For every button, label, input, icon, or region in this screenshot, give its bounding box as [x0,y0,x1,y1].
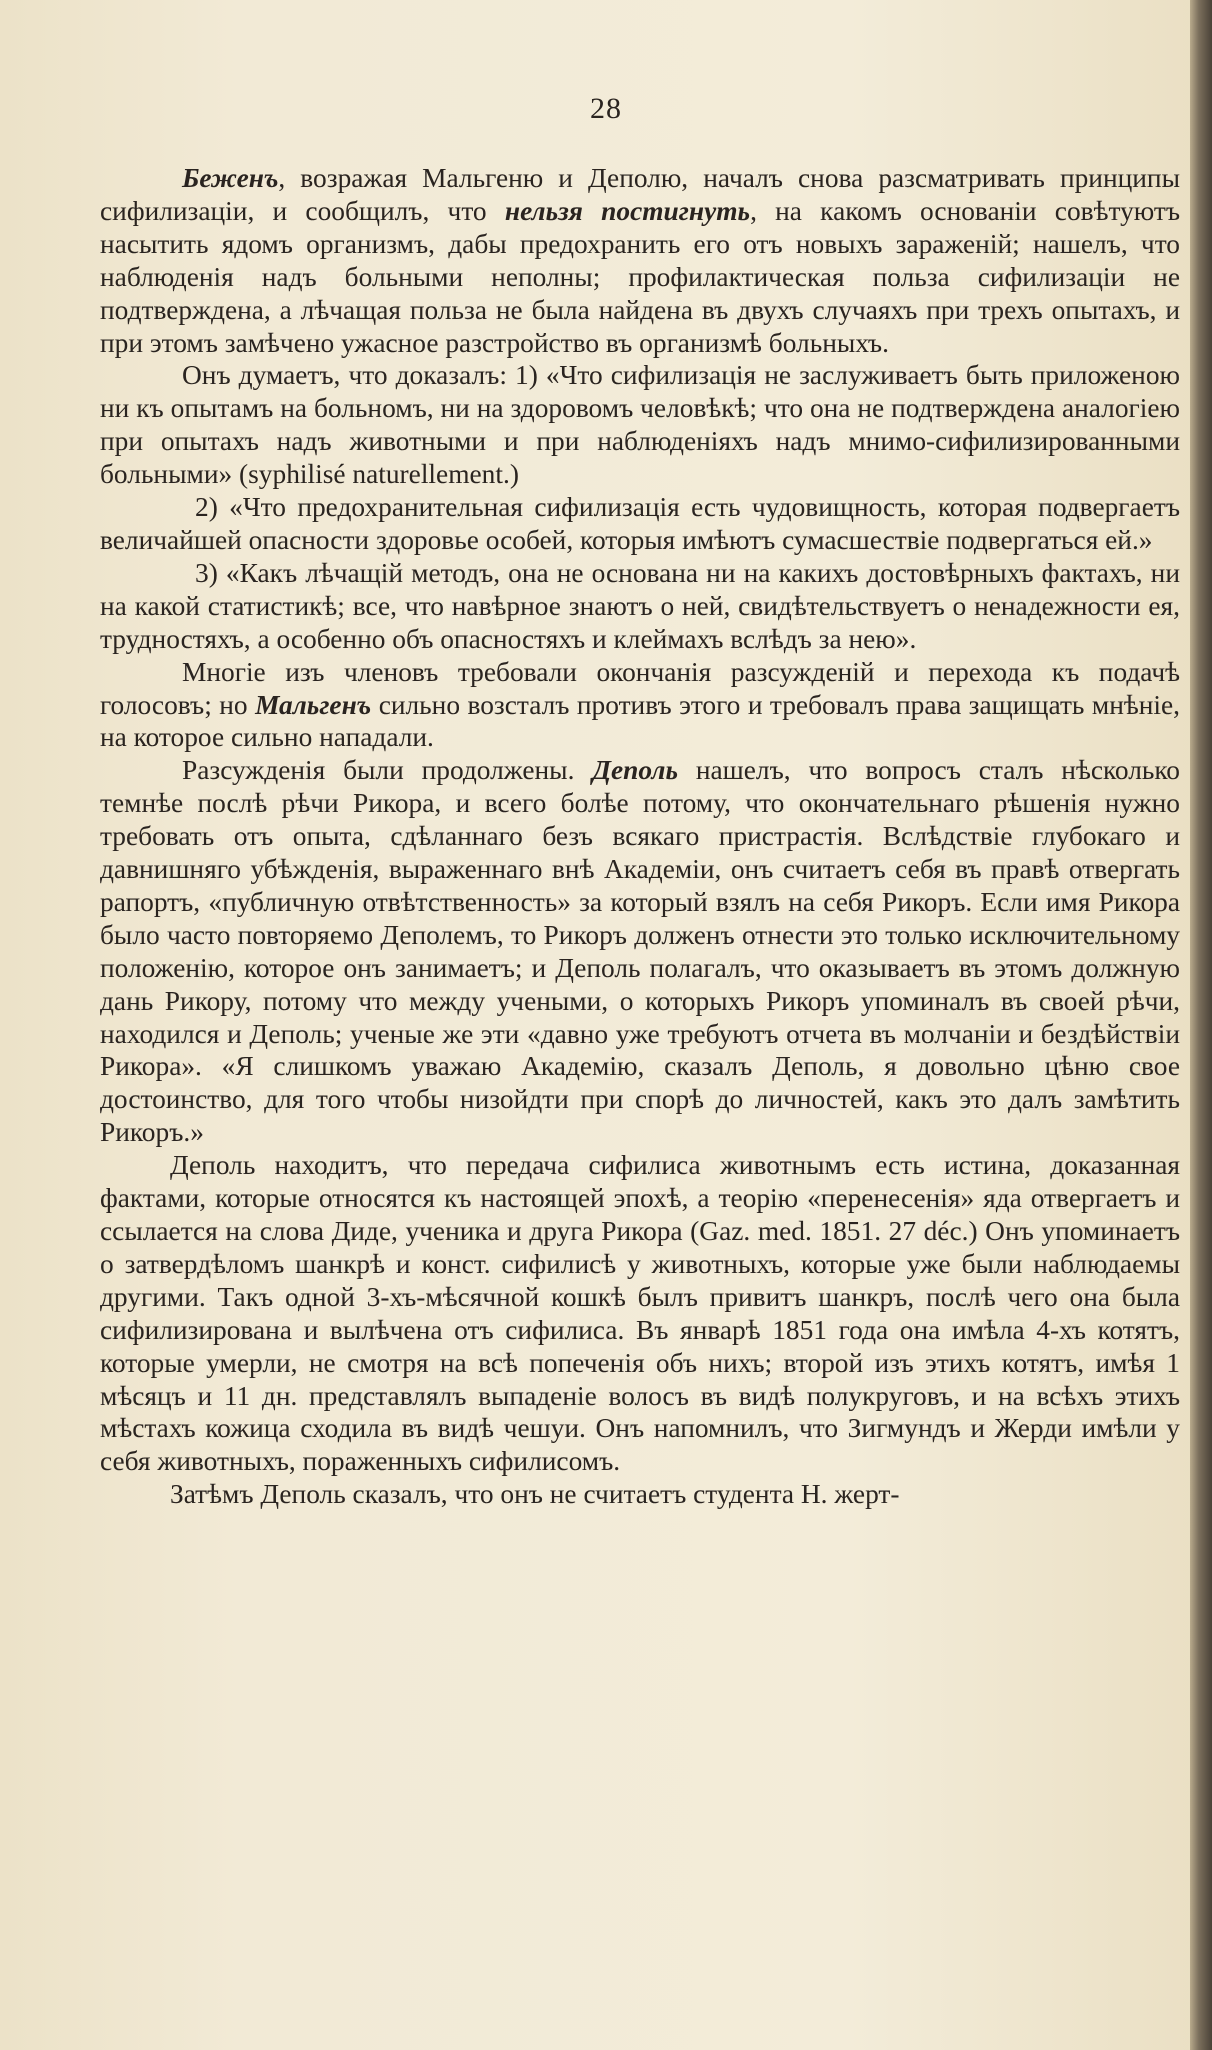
italic-name: Деполь [592,755,678,786]
page-body [100,162,1180,1511]
italic-name: Беженъ [182,163,279,193]
paragraph: Онъ думаетъ, что доказалъ: 1) «Что сифилизація не заслуживаетъ быть приложеною ни къ опытамъ на больномъ, ни на здоровомъ человѣкѣ; что она не подтверждена аналогіею при опытахъ надъ животными и при наблюденіяхъ надъ мнимо-сифилизированными больными» (syphilisé naturellement.) [100,360,1180,490]
paragraph: 2) «Что предохранительная сифилизація есть чудовищность, которая подвергаетъ величайшей опасности здоровье особей, которыя имѣютъ сумасшествіе подвергаться ей.» [100,492,1180,555]
paragraph: Затѣмъ Деполь сказалъ, что онъ не считаетъ студента Н. жерт- [170,1479,900,1510]
page-number: 28 [590,92,622,125]
paragraph: Многіе изъ членовъ требовали окончанія разсужденій и перехода къ подачѣ голосовъ; но Мальгенъ сильно возсталъ противъ этого и требовалъ права защищать мнѣніе, на которое сильно нападали. [100,656,1180,753]
paragraph: 3) «Какъ лѣчащій методъ, она не основана ни на какихъ достовѣрныхъ фактахъ, ни на какой статистикѣ; все, что навѣрное знаютъ о ней, свидѣтельствуетъ о ненадежности ея, трудностяхъ, а особенно объ опасностяхъ и клеймахъ вслѣдъ за нею». [100,557,1180,654]
paragraph: Беженъ, возражая Мальгеню и Деполю, началъ снова разсматривать принципы сифилизаціи, и сообщилъ, что нельзя постигнуть, на какомъ основаніи совѣтуютъ насытить ядомъ организмъ, дабы предохранить его отъ новыхъ зараженій; нашелъ, что наблюденія надъ больными неполны; профилактическая польза сифилизаціи не подтверждена, а лѣчащая польза не была найдена въ двухъ случаяхъ при трехъ опытахъ, и при этомъ замѣчено ужасное разстройство въ организмѣ больныхъ. [100,163,1181,358]
italic-name: Мальгенъ [255,689,372,720]
paragraph: Разсужденія были продолжены. Деполь нашелъ, что вопросъ сталъ нѣсколько темнѣе послѣ рѣчи Рикора, и всего болѣе потому, что окончательнаго рѣшенія нужно требовать отъ опыта, сдѣланнаго безъ всякаго пристрастія. Вслѣдствіе глубокаго и давнишняго убѣжденія, выраженнаго внѣ Академіи, онъ считаетъ себя въ правѣ отвергать рапортъ, «публичную отвѣтственность» за который взялъ на себя Рикоръ. Если имя Рикора было часто повторяемо Деполемъ, то Рикоръ долженъ отнести это только исключительному положенію, которое онъ занимаетъ; и Деполь полагалъ, что оказываетъ въ этомъ должную дань Рикору, потому что между учеными, о которыхъ Рикоръ упоминалъ въ своей рѣчи, находился и Деполь; ученые же эти «давно уже требуютъ отчета въ молчаніи и бездѣйствіи Рикора». «Я слишкомъ уважаю Академію, сказалъ Деполь, я довольно цѣню свое достоинство, для того чтобы низойдти при спорѣ до личностей, какъ это далъ замѣтить Рикоръ.» [100,755,1180,1148]
paragraph: Деполь находитъ, что передача сифилиса животнымъ есть истина, доказанная фактами, которые относятся къ настоящей эпохѣ, а теорію «перенесенія» яда отвергаетъ и ссылается на слова Диде, ученика и друга Рикора (Gaz. med. 1851. 27 déc.) Онъ упоминаетъ о затвердѣломъ шанкрѣ и конст. сифилисѣ у животныхъ, которые уже были наблюдаемы другими. Такъ одной 3-хъ-мѣсячной кошкѣ былъ привитъ шанкръ, послѣ чего она была сифилизирована и вылѣчена отъ сифилиса. Въ январѣ 1851 года она имѣла 4-хъ котятъ, которые умерли, не смотря на всѣ попеченія объ нихъ; второй изъ этихъ котятъ, имѣя 1 мѣсяцъ и 11 дн. представлялъ выпаденіе волосъ въ видѣ полукруговъ, и на всѣхъ этихъ мѣстахъ кожица сходила въ видѣ чешуи. Онъ напомнилъ, что Зигмундъ и Жерди имѣли у себя животныхъ, пораженныхъ сифилисомъ. [100,1150,1180,1477]
page-binding-edge [1190,0,1212,2050]
italic-name: нельзя постигнуть [504,195,751,226]
